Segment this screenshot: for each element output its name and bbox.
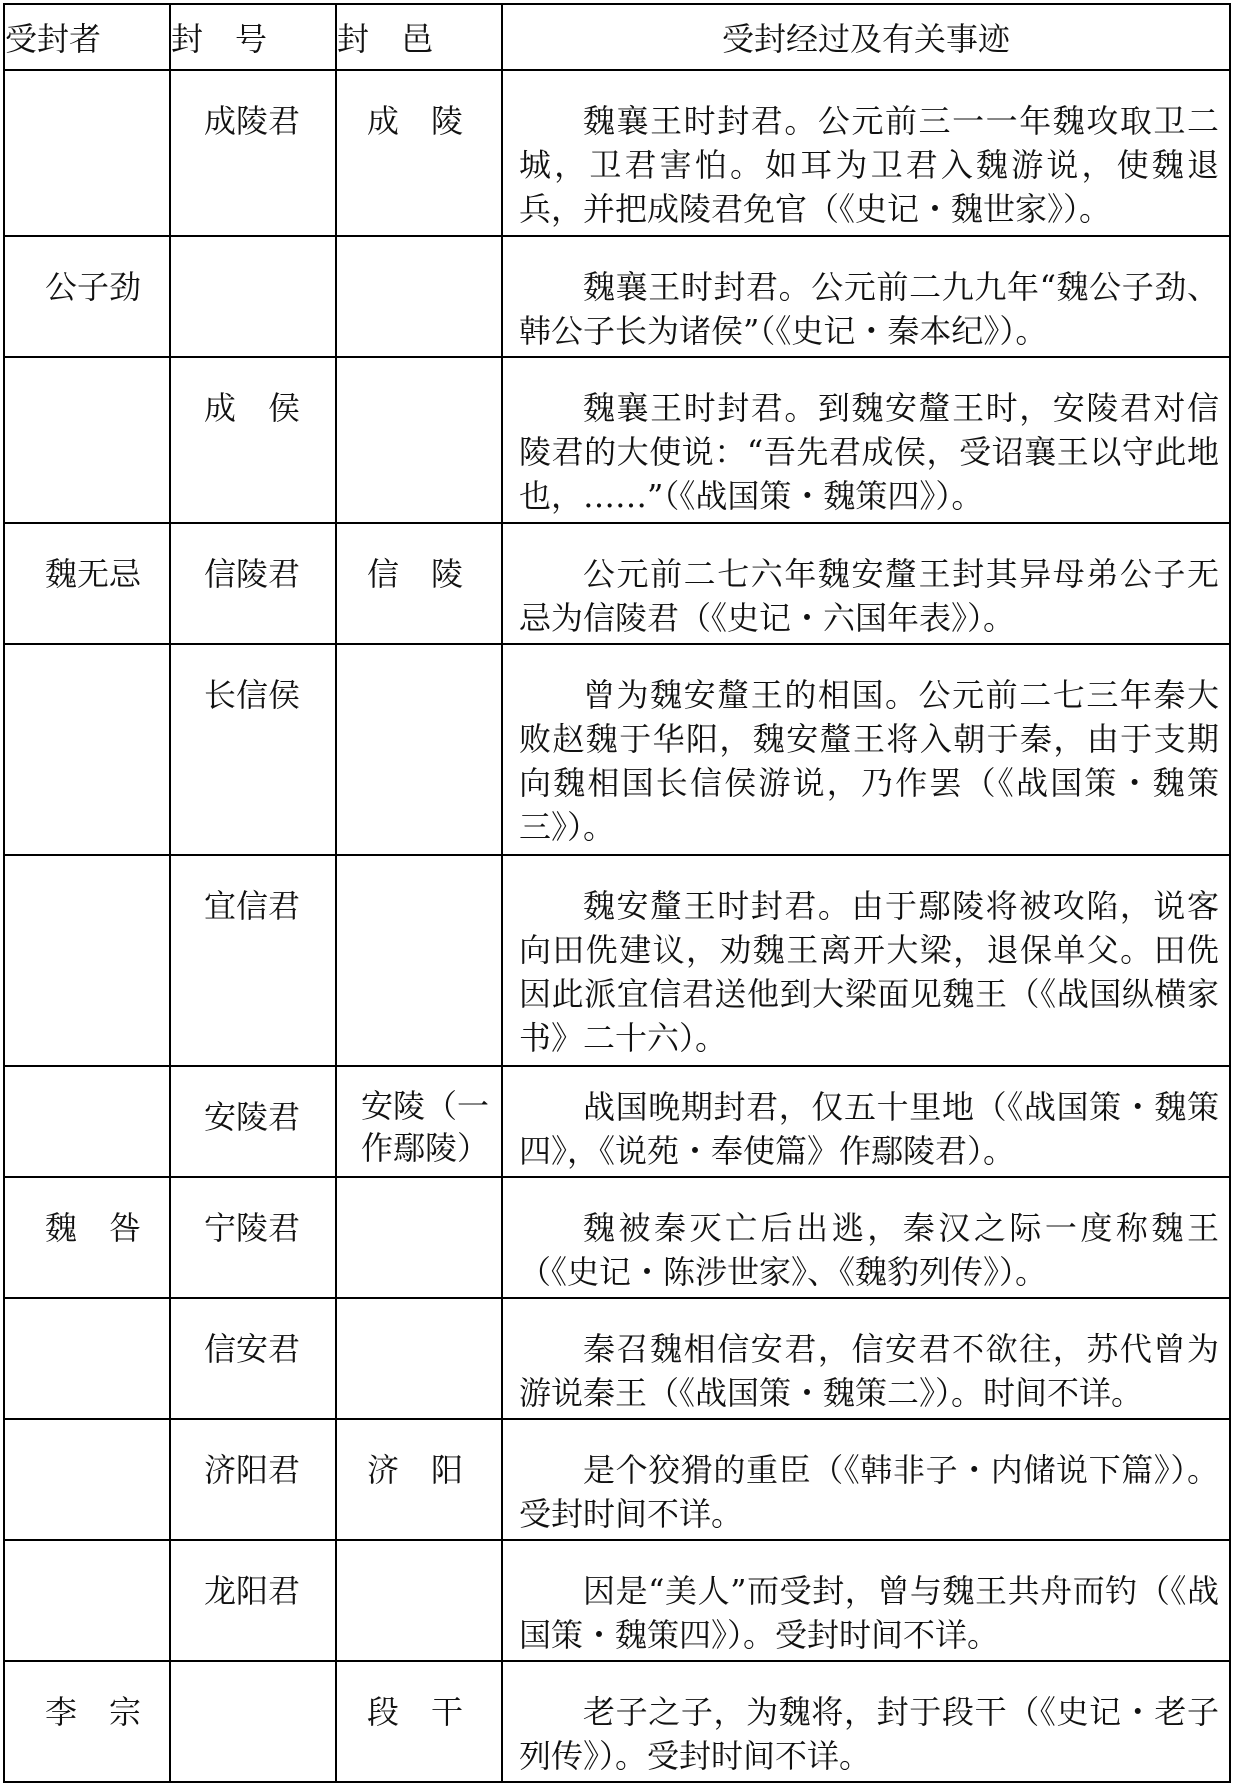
recipient-text	[5, 1541, 169, 1569]
table-row	[4, 236, 1230, 357]
title-text: 信安君	[204, 1330, 301, 1369]
header-title	[170, 4, 336, 70]
fief-text: 安陵（一 作鄢陵）	[361, 1087, 490, 1168]
fief-text	[337, 1541, 501, 1569]
title-text: 信陵君	[204, 555, 301, 594]
recipient-cell	[4, 1540, 170, 1661]
fief-text	[337, 1299, 501, 1327]
recipient-cell	[4, 1066, 170, 1177]
title-cell	[170, 1066, 336, 1177]
details-cell	[502, 1419, 1230, 1540]
recipient-text	[5, 856, 169, 884]
recipient-text	[5, 1067, 169, 1095]
header-recipient-label: 受封者	[5, 20, 102, 58]
recipient-text	[5, 1420, 169, 1448]
title-cell	[170, 1661, 336, 1782]
recipient-text: 魏 咎	[45, 1209, 142, 1248]
fief-text	[337, 358, 501, 386]
recipient-text	[5, 645, 169, 673]
fief-text	[337, 856, 501, 884]
title-cell	[170, 1419, 336, 1540]
details-cell	[502, 1177, 1230, 1298]
fief-text: 信 陵	[367, 555, 464, 594]
recipient-cell	[4, 357, 170, 523]
recipient-text: 魏无忌	[45, 555, 142, 594]
fief-text: 成 陵	[367, 102, 464, 140]
details-cell	[502, 523, 1230, 644]
table-row	[4, 70, 1230, 236]
fief-text	[337, 645, 501, 673]
details-cell	[502, 644, 1230, 855]
recipient-text	[5, 358, 169, 386]
details-text: 公元前二七六年魏安釐王封其异母弟公子无忌为信陵君（《史记・六国年表》）。	[519, 555, 1219, 638]
fief-text	[337, 237, 501, 265]
header-details-label: 受封经过及有关事迹	[721, 20, 1010, 58]
title-cell	[170, 70, 336, 236]
details-text: 曾为魏安釐王的相国。公元前二七三年秦大败赵魏于华阳，魏安釐王将入朝于秦，由于支期向魏相国长信侯游说，乃作罢（《战国策・魏策三》）。	[519, 676, 1219, 847]
details-cell	[502, 70, 1230, 236]
details-cell	[502, 1066, 1230, 1177]
header-row	[4, 4, 1230, 70]
details-cell	[502, 1661, 1230, 1782]
header-details	[502, 4, 1230, 70]
fief-cell	[336, 70, 502, 236]
fief-text	[337, 1178, 501, 1206]
fief-cell	[336, 1661, 502, 1782]
recipient-cell	[4, 70, 170, 236]
title-cell	[170, 1298, 336, 1419]
title-cell	[170, 523, 336, 644]
recipient-text	[5, 71, 169, 99]
title-text: 济阳君	[204, 1450, 301, 1489]
title-text: 成 侯	[204, 389, 301, 428]
fief-cell	[336, 236, 502, 357]
details-cell	[502, 1298, 1230, 1419]
table-row	[4, 1419, 1230, 1540]
details-text: 战国晚期封君，仅五十里地（《战国策・魏策四》，《说苑・奉使篇》作鄢陵君）。	[519, 1088, 1219, 1171]
header-fief-label: 封 邑	[337, 20, 434, 58]
fief-cell	[336, 1177, 502, 1298]
recipient-text	[5, 1299, 169, 1327]
table-row	[4, 1298, 1230, 1419]
title-cell	[170, 644, 336, 855]
title-text: 安陵君	[204, 1098, 301, 1137]
table-body	[4, 70, 1230, 1782]
title-cell	[170, 357, 336, 523]
table-row	[4, 1177, 1230, 1298]
header-title-label: 封 号	[171, 20, 268, 58]
table-row	[4, 1066, 1230, 1177]
title-cell	[170, 236, 336, 357]
table-row	[4, 644, 1230, 855]
table-row	[4, 357, 1230, 523]
fief-cell	[336, 523, 502, 644]
fief-cell	[336, 357, 502, 523]
details-cell	[502, 855, 1230, 1066]
fief-table	[3, 3, 1231, 1783]
recipient-text: 李 宗	[45, 1692, 142, 1731]
details-cell	[502, 357, 1230, 523]
title-cell	[170, 855, 336, 1066]
recipient-cell	[4, 644, 170, 855]
table-row	[4, 1661, 1230, 1782]
fief-text: 济 阳	[367, 1450, 464, 1489]
details-text: 魏安釐王时封君。由于鄢陵将被攻陷，说客向田侁建议，劝魏王离开大梁，退保单父。田侁因此派宜信君送他到大梁面见魏王（《战国纵横家书》二十六）。	[519, 887, 1219, 1058]
title-text: 龙阳君	[204, 1571, 301, 1610]
table-row	[4, 855, 1230, 1066]
fief-cell	[336, 1066, 502, 1177]
recipient-cell	[4, 236, 170, 357]
fief-cell	[336, 1298, 502, 1419]
recipient-cell	[4, 1298, 170, 1419]
title-cell	[170, 1540, 336, 1661]
fief-cell	[336, 1419, 502, 1540]
recipient-cell	[4, 1419, 170, 1540]
title-text: 成陵君	[204, 102, 301, 140]
details-text: 秦召魏相信安君，信安君不欲往，苏代曾为游说秦王（《战国策・魏策二》）。时间不详。	[519, 1330, 1219, 1413]
header-recipient	[4, 4, 170, 70]
recipient-cell	[4, 855, 170, 1066]
fief-cell	[336, 644, 502, 855]
fief-cell	[336, 1540, 502, 1661]
recipient-cell	[4, 1177, 170, 1298]
details-cell	[502, 1540, 1230, 1661]
recipient-text: 公子劲	[45, 268, 142, 307]
details-text: 是个狡猾的重臣（《韩非子・内储说下篇》）。受封时间不详。	[519, 1450, 1219, 1533]
details-text: 魏被秦灭亡后出逃，秦汉之际一度称魏王（《史记・陈涉世家》、《魏豹列传》）。	[519, 1209, 1219, 1292]
details-cell	[502, 236, 1230, 357]
recipient-cell	[4, 523, 170, 644]
recipient-cell	[4, 1661, 170, 1782]
details-text: 魏襄王时封君。公元前二九九年“魏公子劲、韩公子长为诸侯”（《史记・秦本纪》）。	[519, 268, 1219, 351]
header-fief	[336, 4, 502, 70]
title-text: 长信侯	[204, 676, 301, 715]
table-row	[4, 1540, 1230, 1661]
fief-text: 段 干	[367, 1692, 464, 1731]
title-text: 宜信君	[204, 887, 301, 926]
title-text	[171, 1662, 335, 1690]
table-row	[4, 523, 1230, 644]
details-text: 魏襄王时封君。公元前三一一年魏攻取卫二城，卫君害怕。如耳为卫君入魏游说，使魏退兵，并把成陵君免官（《史记・魏世家》）。	[519, 102, 1219, 228]
details-text: 老子之子，为魏将，封于段干（《史记・老子列传》）。受封时间不详。	[519, 1692, 1219, 1775]
details-text: 因是“美人”而受封，曾与魏王共舟而钓（《战国策・魏策四》）。受封时间不详。	[519, 1571, 1219, 1654]
title-cell	[170, 1177, 336, 1298]
title-text	[171, 237, 335, 265]
fief-cell	[336, 855, 502, 1066]
table-header	[4, 4, 1230, 70]
title-text: 宁陵君	[204, 1209, 301, 1248]
details-text: 魏襄王时封君。到魏安釐王时，安陵君对信陵君的大使说：“吾先君成侯，受诏襄王以守此地也，……”（《战国策・魏策四》）。	[519, 389, 1219, 516]
